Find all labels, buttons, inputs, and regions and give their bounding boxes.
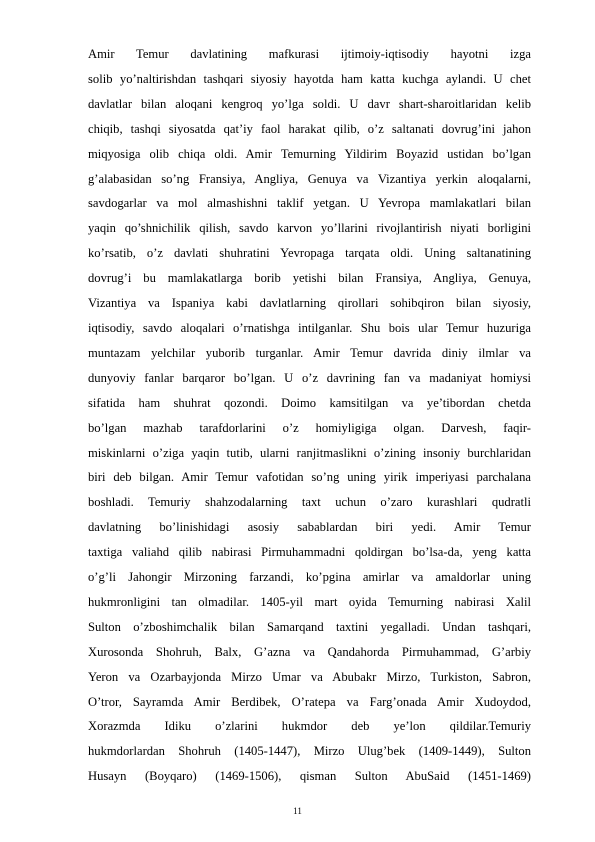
text-line: savdogarlar va mol almashishni taklif yetgan. U Yevropa mamlakatlari bilan: [88, 196, 531, 211]
text-line: sifatida ham shuhrat qozondi. Doimo kamsitilgan va ye’tibordan chetda: [88, 395, 531, 410]
text-line: dovrug’i bu mamlakatlarga borib yetishi bilan Fransiya, Angliya, Genuya,: [88, 271, 531, 286]
text-line: hukmdorlardan Shohruh (1405-1447), Mirzo Ulug’bek (1409-1449), Sulton: [88, 744, 531, 759]
text-line: ko’rsatib, o’z davlati shuhratini Yevropaga tarqata oldi. Uning saltanatining: [88, 246, 531, 261]
text-line: miqyosiga olib chiqa oldi. Amir Temurning Yildirim Boyazid ustidan bo’lgan: [88, 146, 531, 161]
text-line: Yeron va Ozarbayjonda Mirzo Umar va Abubakr Mirzo, Turkiston, Sabron,: [88, 669, 531, 684]
text-line: yaqin qo’shnichilik qilish, savdo karvon yo’llarini rivojlantirish niyati borligini: [88, 221, 531, 236]
text-line: Xurosonda Shohruh, Balx, G’azna va Qandahorda Pirmuhammad, G’arbiy: [88, 644, 531, 659]
text-line: miskinlarni o’ziga yaqin tutib, ularni ranjitmaslikni o’zining insoniy burchlaridan: [88, 445, 531, 460]
text-line: Sulton o’zboshimchalik bilan Samarqand taxtini yegalladi. Undan tashqari,: [88, 619, 531, 634]
text-line: muntazam yelchilar yuborib turganlar. Amir Temur davrida diniy ilmlar va: [88, 345, 531, 360]
text-line: bo’lgan mazhab tarafdorlarini o’z homiyligiga olgan. Darvesh, faqir-: [88, 420, 531, 435]
text-line: Vizantiya va Ispaniya kabi davlatlarning qirollari sohibqiron bilan siyosiy,: [88, 296, 531, 311]
text-line: g’alabasidan so’ng Fransiya, Angliya, Genuya va Vizantiya yerkin aloqalarni,: [88, 171, 531, 186]
text-line: taxtiga valiahd qilib nabirasi Pirmuhammadni qoldirgan bo’lsa-da, yeng katta: [88, 545, 531, 560]
text-line: davlatning bo’linishidagi asosiy sabablardan biri yedi. Amir Temur: [88, 520, 531, 535]
text-line: dunyoviy fanlar barqaror bo’lgan. U o’z davrining fan va madaniyat homiysi: [88, 370, 531, 385]
text-line: chiqib, tashqi siyosatda qat’iy faol harakat qilib, o’z saltanati dovrug’ini jahon: [88, 121, 531, 136]
text-line: o’g’li Jahongir Mirzoning farzandi, ko’pgina amirlar va amaldorlar uning: [88, 570, 531, 585]
text-line: solib yo’naltirishdan tashqari siyosiy hayotda ham katta kuchga aylandi. U chet: [88, 71, 531, 86]
text-line: iqtisodiy, savdo aloqalari o’rnatishga intilganlar. Shu bois ular Temur huzuriga: [88, 320, 531, 335]
text-line: Amir Temur davlatining mafkurasi ijtimoiy-iqtisodiy hayotni izga: [88, 47, 531, 61]
text-line: Husayn (Boyqaro) (1469-1506), qisman Sulton AbuSaid (1451-1469): [88, 769, 531, 784]
text-line: hukmronligini tan olmadilar. 1405-yil mart oyida Temurning nabirasi Xalil: [88, 594, 531, 609]
text-line: Xorazmda Idiku o’zlarini hukmdor deb ye’lon qildilar.Temuriy: [88, 719, 531, 734]
page-number: 11: [293, 806, 302, 816]
document-body: [88, 42, 531, 789]
text-line: davlatlar bilan aloqani kengroq yo’lga soldi. U davr shart-sharoitlaridan kelib: [88, 96, 531, 111]
text-line: boshladi. Temuriy shahzodalarning taxt uchun o’zaro kurashlari qudratli: [88, 495, 531, 510]
text-line: biri deb bilgan. Amir Temur vafotidan so’ng uning yirik imperiyasi parchalana: [88, 470, 531, 485]
text-line: O’tror, Sayramda Amir Berdibek, O’ratepa va Farg’onada Amir Xudoydod,: [88, 694, 531, 709]
